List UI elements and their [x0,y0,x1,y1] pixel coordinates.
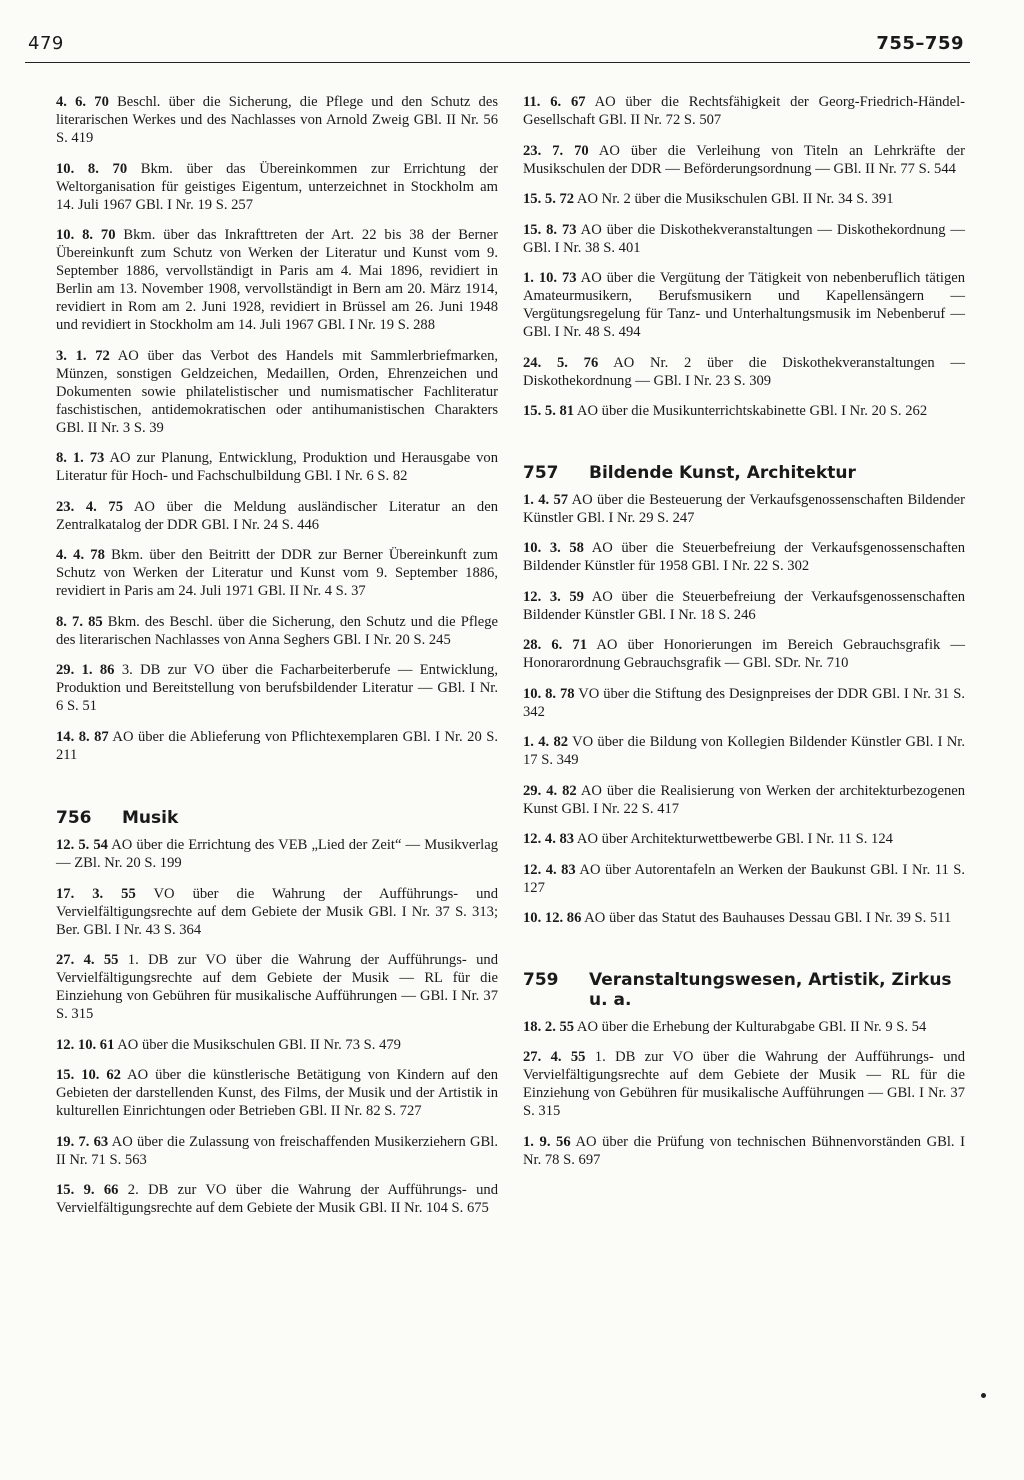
entry-date: 1. 4. 57 [523,491,569,508]
entry-text: AO über die Erhebung der Kulturabgabe GBl. II Nr. 9 S. 54 [576,1018,927,1035]
entry-date: 8. 1. 73 [56,450,105,466]
entry-date: 15. 5. 81 [523,403,575,419]
list-item [523,830,965,848]
entry-text: VO über die Stiftung des Designpreises der DDR GBl. I Nr. 31 S. 342 [523,685,966,720]
margin-dot [981,1393,986,1398]
section-title: Bildende Kunst, Architektur [589,462,856,483]
entry-date: 1. 9. 56 [523,1133,571,1150]
list-item [56,449,498,485]
entry-date: 12. 4. 83 [523,861,576,878]
entry-text: AO über die Rechtsfähigkeit der Georg-Friedrich-Händel-Gesellschaft GBl. II Nr. 72 S. 507 [523,94,966,128]
section-number: 759 [523,969,559,990]
list-item [56,951,498,1023]
entry-text: Beschl. über die Sicherung, die Pflege und den Schutz des literarischen Werkes und des Nachlasses von Arnold Zweig GBl. II Nr. 56 S. 419 [56,94,498,146]
list-item [523,1018,965,1036]
entry-date: 1. 4. 82 [523,734,569,750]
entry-date: 14. 8. 87 [56,728,109,745]
entry-date: 23. 4. 75 [56,498,124,515]
list-item [523,221,965,257]
list-item [523,861,965,897]
page-number: 479 [28,33,64,54]
entry-text: AO zur Planung, Entwicklung, Produktion und Herausgabe von Literatur für Hoch- und Fachschulbildung GBl. I Nr. 6 S. 82 [56,450,499,484]
section-number: 757 [523,462,559,483]
list-item [56,498,498,534]
entry-date: 15. 10. 62 [56,1067,121,1083]
list-item [56,661,498,715]
entry-group-757 [523,491,965,928]
entry-text: AO über die künstlerische Betätigung von Kindern auf den Gebieten der darstellenden Kunst, des Films, der Musik und der Artistik in kulturellen Einrichtungen oder Betrieben GBl. II Nr. 82 S. 727 [56,1067,499,1119]
entry-text: AO Nr. 2 über die Musikschulen GBl. II Nr. 34 S. 391 [576,191,894,207]
entry-date: 27. 4. 55 [523,1049,586,1065]
entry-date: 4. 4. 78 [56,547,105,563]
list-item [56,1036,498,1054]
list-item [56,1181,498,1217]
list-item [523,269,965,341]
list-item [56,160,498,214]
left-column [56,93,498,1230]
entry-text: AO über die Meldung ausländischer Literatur an den Zentralkatalog der DDR GBl. I Nr. 24 S. 446 [56,498,498,533]
entry-text: 2. DB zur VO über die Wahrung der Aufführungs- und Vervielfältigungsrechte auf dem Gebiete der Musik GBl. II Nr. 104 S. 675 [56,1182,498,1216]
section-number: 756 [56,808,92,828]
entry-text: AO über Autorentafeln an Werken der Baukunst GBl. I Nr. 11 S. 127 [523,861,966,896]
entry-date: 11. 6. 67 [523,94,586,110]
list-item [523,733,965,769]
entry-date: 10. 8. 78 [523,685,575,702]
entry-date: 4. 6. 70 [56,94,109,110]
entry-date: 8. 7. 85 [56,613,103,630]
entry-text: AO über die Zulassung von freischaffenden Musikerziehern GBl. II Nr. 71 S. 563 [56,1133,498,1168]
entry-date: 1. 10. 73 [523,270,577,286]
entry-date: 27. 4. 55 [56,952,119,968]
entry-text: Bkm. über das Inkrafttreten der Art. 22 bis 38 der Berner Übereinkunft zum Schutz von Werken der Literatur und Kunst vom 9. September 1886, vervollständigt in Paris am 4. Mai 1896, revidiert in Berlin am 13. November 1908, vervollständigt in Bern am 20. März 1914, revidiert in Rom am 2. Juni 1928, revidiert in Brüssel am 26. Juni 1948 und revidiert in Stockholm am 14. Juli 1967 GBl. I Nr. 19 S. 288 [56,227,498,333]
entry-date: 15. 9. 66 [56,1182,119,1198]
entry-date: 15. 8. 73 [523,221,577,238]
entry-text: AO Nr. 2 über die Diskothekveranstaltungen — Diskothekordnung — GBl. I Nr. 23 S. 309 [523,354,966,389]
list-item [523,354,965,390]
list-item [523,636,965,672]
entry-text: AO über Honorierungen im Bereich Gebrauchsgrafik — Honorarordnung Gebrauchsgrafik — GBl. SDr. Nr. 710 [523,637,966,671]
list-item [523,539,965,575]
entry-text: AO über die Vergütung der Tätigkeit von nebenberuflich tätigen Amateurmusikern, Berufsmusikern und Kapellensängern — Vergütungsregelung für Tanz- und Unterhaltungsmusik im Nebenberuf — GBl. I Nr. 48 S. 494 [523,270,966,340]
section-title: Veranstaltungswesen, Artistik, Zirkus u. a. [589,969,952,1010]
entry-text: AO über die Diskothekveranstaltungen — Diskothekordnung — GBl. I Nr. 38 S. 401 [523,221,966,256]
list-item [56,613,498,649]
list-item [56,1066,498,1120]
entry-text: AO über die Ablieferung von Pflichtexemplaren GBl. I Nr. 20 S. 211 [56,728,498,763]
list-item [523,909,965,927]
entry-text: AO über das Verbot des Handels mit Sammlerbriefmarken, Münzen, sonstigen Geldzeichen, Medaillen, Orden, Ehrenzeichen und Dokumenten sowie philatelistischer und numismatischer Fachliteratur faschistischen, antidemokratischen oder antihumanistischen Charakters GBl. II Nr. 3 S. 39 [56,347,499,436]
entry-date: 29. 1. 86 [56,662,115,678]
entry-date: 29. 4. 82 [523,782,577,799]
list-item [56,546,498,600]
right-column [523,93,965,1181]
entry-text: AO über die Steuerbefreiung der Verkaufsgenossenschaften Bildender Künstler für 1958 GBl. I Nr. 22 S. 302 [523,540,966,574]
entry-text: AO über die Musikschulen GBl. II Nr. 73 S. 479 [117,1036,401,1053]
section-heading-757 [523,463,965,483]
list-item [523,782,965,818]
list-item [56,836,498,872]
entry-text: AO über die Besteuerung der Verkaufsgenossenschaften Bildender Künstler GBl. I Nr. 29 S. 247 [523,491,966,526]
entry-date: 17. 3. 55 [56,885,136,902]
entry-date: 10. 12. 86 [523,910,582,926]
entry-date: 15. 5. 72 [523,191,575,207]
entry-date: 12. 5. 54 [56,837,108,853]
entry-text: AO über die Prüfung von technischen Bühnenvorständen GBl. I Nr. 78 S. 697 [523,1133,966,1168]
entry-text: AO über die Errichtung des VEB „Lied der Zeit“ — Musikverlag — ZBl. Nr. 20 S. 199 [56,837,499,871]
header-rule [25,62,970,63]
entry-date: 18. 2. 55 [523,1018,575,1035]
list-item [56,93,498,147]
entry-date: 23. 7. 70 [523,142,589,159]
entry-group-759 [523,1018,965,1169]
list-item [56,347,498,437]
list-item [56,885,498,939]
entry-text: AO über die Steuerbefreiung der Verkaufsgenossenschaften Bildender Künstler GBl. I Nr. 18 S. 246 [523,588,966,623]
entry-group-756-cont [523,93,965,420]
list-item [523,93,965,129]
entry-text: 1. DB zur VO über die Wahrung der Aufführungs- und Vervielfältigungsrechte auf dem Gebiete der Musik — RL für die Einziehung von Gebühren für musikalische Aufführungen — GBl. I Nr. 37 S. 315 [56,952,498,1022]
entry-text: 1. DB zur VO über die Wahrung der Aufführungs- und Vervielfältigungsrechte auf dem Gebiete der Musik — RL für die Einziehung von Gebühren für musikalische Aufführungen — GBl. I Nr. 37 S. 315 [523,1049,965,1119]
entry-date: 10. 8. 70 [56,160,128,177]
entry-text: VO über die Bildung von Kollegien Bildender Künstler GBl. I Nr. 17 S. 349 [523,734,966,768]
entry-date: 10. 3. 58 [523,540,584,556]
section-heading-759 [523,970,965,1010]
entry-date: 10. 8. 70 [56,227,116,243]
entry-text: AO über Architekturwettbewerbe GBl. I Nr. 11 S. 124 [576,831,893,847]
entry-date: 24. 5. 76 [523,354,599,371]
entry-text: AO über das Statut des Bauhauses Dessau GBl. I Nr. 39 S. 511 [584,910,952,926]
entry-text: AO über die Realisierung von Werken der architekturbezogenen Kunst GBl. I Nr. 22 S. 417 [523,782,966,817]
entry-text: Bkm. über den Beitritt der DDR zur Berner Übereinkunft zum Schutz von Werken der Literatur und Kunst vom 9. September 1886, revidiert in Paris am 24. Juli 1971 GBl. II Nr. 4 S. 37 [56,547,498,599]
section-heading-756 [56,808,498,828]
entry-date: 3. 1. 72 [56,347,110,364]
list-item [523,588,965,624]
list-item [523,402,965,420]
entry-text: AO über die Musikunterrichtskabinette GBl. I Nr. 20 S. 262 [576,403,928,419]
entry-group-756 [56,836,498,1217]
list-item [56,226,498,334]
list-item [56,1133,498,1169]
list-item [523,1048,965,1120]
list-item [523,142,965,178]
entry-date: 19. 7. 63 [56,1133,109,1150]
list-item [523,491,965,527]
entry-text: Bkm. über das Übereinkommen zur Errichtung der Weltorganisation für geistiges Eigentum, unterzeichnet in Stockholm am 14. Juli 1967 GBl. I Nr. 19 S. 257 [56,160,498,213]
list-item [56,728,498,764]
entry-group-755 [56,93,498,764]
entry-text: 3. DB zur VO über die Facharbeiterberufe — Entwicklung, Produktion und Bereitstellung von berufsbildender Literatur — GBl. I Nr. 6 S. 51 [56,662,498,714]
list-item [523,190,965,208]
section-title: Musik [122,808,179,828]
entry-date: 28. 6. 71 [523,637,588,653]
section-range: 755–759 [876,33,964,54]
list-item [523,1133,965,1169]
entry-text: VO über die Wahrung der Aufführungs- und Vervielfältigungsrechte auf dem Gebiete der Musik GBl. I Nr. 37 S. 313; Ber. GBl. I Nr. 43 S. 364 [56,885,499,938]
entry-text: Bkm. des Beschl. über die Sicherung, den Schutz und die Pflege des literarischen Nachlasses von Anna Seghers GBl. I Nr. 20 S. 245 [56,613,499,648]
entry-date: 12. 3. 59 [523,588,584,605]
list-item [523,685,965,721]
entry-text: AO über die Verleihung von Titeln an Lehrkräfte der Musikschulen der DDR — Beförderungsordnung — GBl. II Nr. 77 S. 544 [523,142,966,177]
entry-date: 12. 10. 61 [56,1036,115,1053]
entry-date: 12. 4. 83 [523,831,575,847]
